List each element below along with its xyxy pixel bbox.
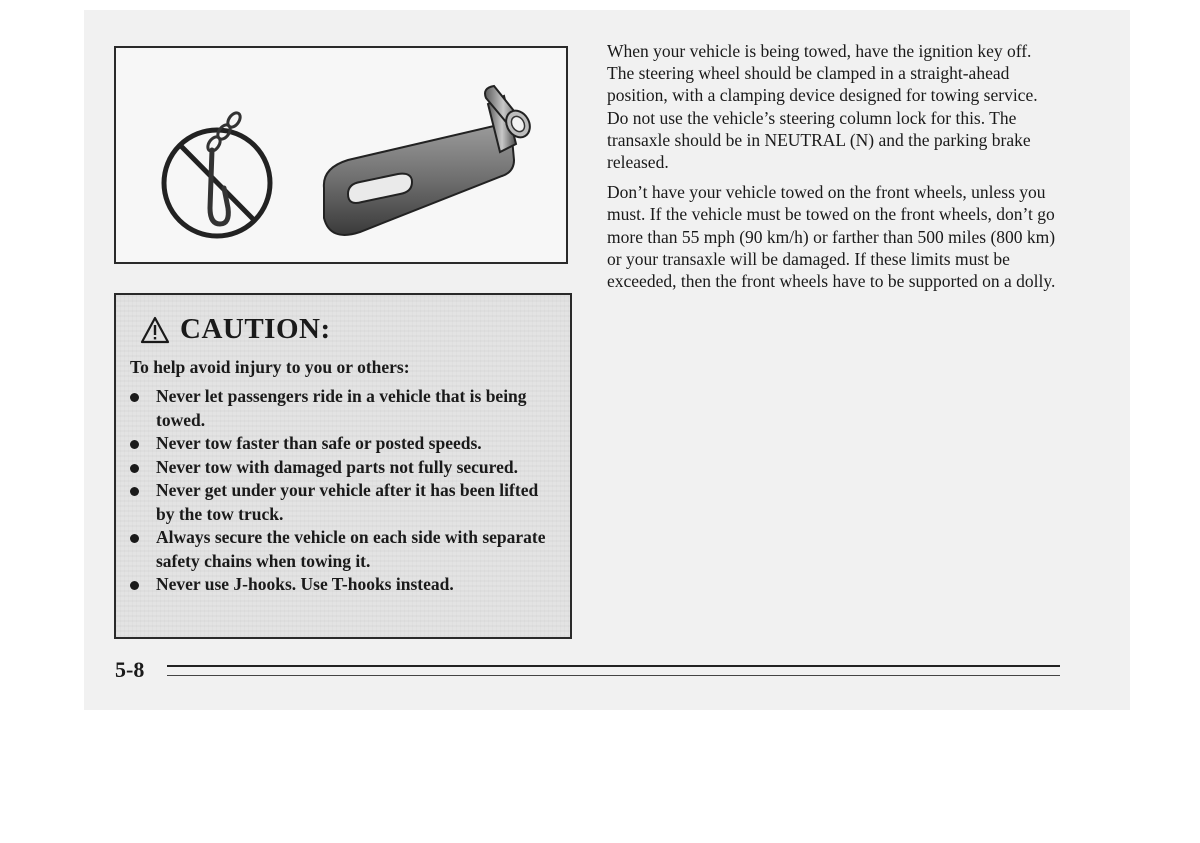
footer-rule <box>167 665 1060 667</box>
body-paragraph: Don’t have your vehicle towed on the front wheels, unless you must. If the vehicle must be towed on the front wheels, don’t go more than 55 mph (90 km/h) or farther than 500 miles (800 km) or your transaxle will be damaged. If these limits must be exceeded, then the front wheels have to be supported on a dolly. <box>607 182 1056 292</box>
caution-heading <box>140 313 331 346</box>
prohibited-j-hook-icon <box>164 111 270 236</box>
caution-intro: To help avoid injury to you or others: <box>130 357 410 377</box>
warning-triangle-icon <box>140 316 170 344</box>
bullet-icon <box>130 534 139 543</box>
caution-item: Never tow with damaged parts not fully secured. <box>130 456 560 480</box>
footer-rule-thin <box>167 675 1060 676</box>
t-hook-illustration <box>324 86 535 235</box>
caution-item: Never let passengers ride in a vehicle that is being towed. <box>130 385 560 432</box>
bullet-icon <box>130 487 139 496</box>
caution-item: Never tow faster than safe or posted speeds. <box>130 432 560 456</box>
hook-illustration <box>116 48 566 262</box>
bullet-icon <box>130 464 139 473</box>
page-number: 5-8 <box>115 657 145 682</box>
bullet-icon <box>130 393 139 402</box>
caution-title: CAUTION: <box>180 313 331 345</box>
caution-item: Never use J-hooks. Use T-hooks instead. <box>130 573 560 597</box>
caution-item: Always secure the vehicle on each side with separate safety chains when towing it. <box>130 526 560 573</box>
body-paragraph: When your vehicle is being towed, have the ignition key off. The steering wheel should be clamped in a straight-ahead position, with a clamping device designed for towing service. Do not use the vehicle’s steering column lock for this. The transaxle should be in NEUTRAL (N) and the parking brake released. <box>607 41 1038 173</box>
bullet-icon <box>130 581 139 590</box>
caution-list <box>130 385 560 597</box>
hook-illustration-panel <box>114 46 568 264</box>
caution-item: Never get under your vehicle after it has been lifted by the tow truck. <box>130 479 560 526</box>
bullet-icon <box>130 440 139 449</box>
caution-box <box>114 293 572 639</box>
towing-instructions <box>607 40 1057 300</box>
